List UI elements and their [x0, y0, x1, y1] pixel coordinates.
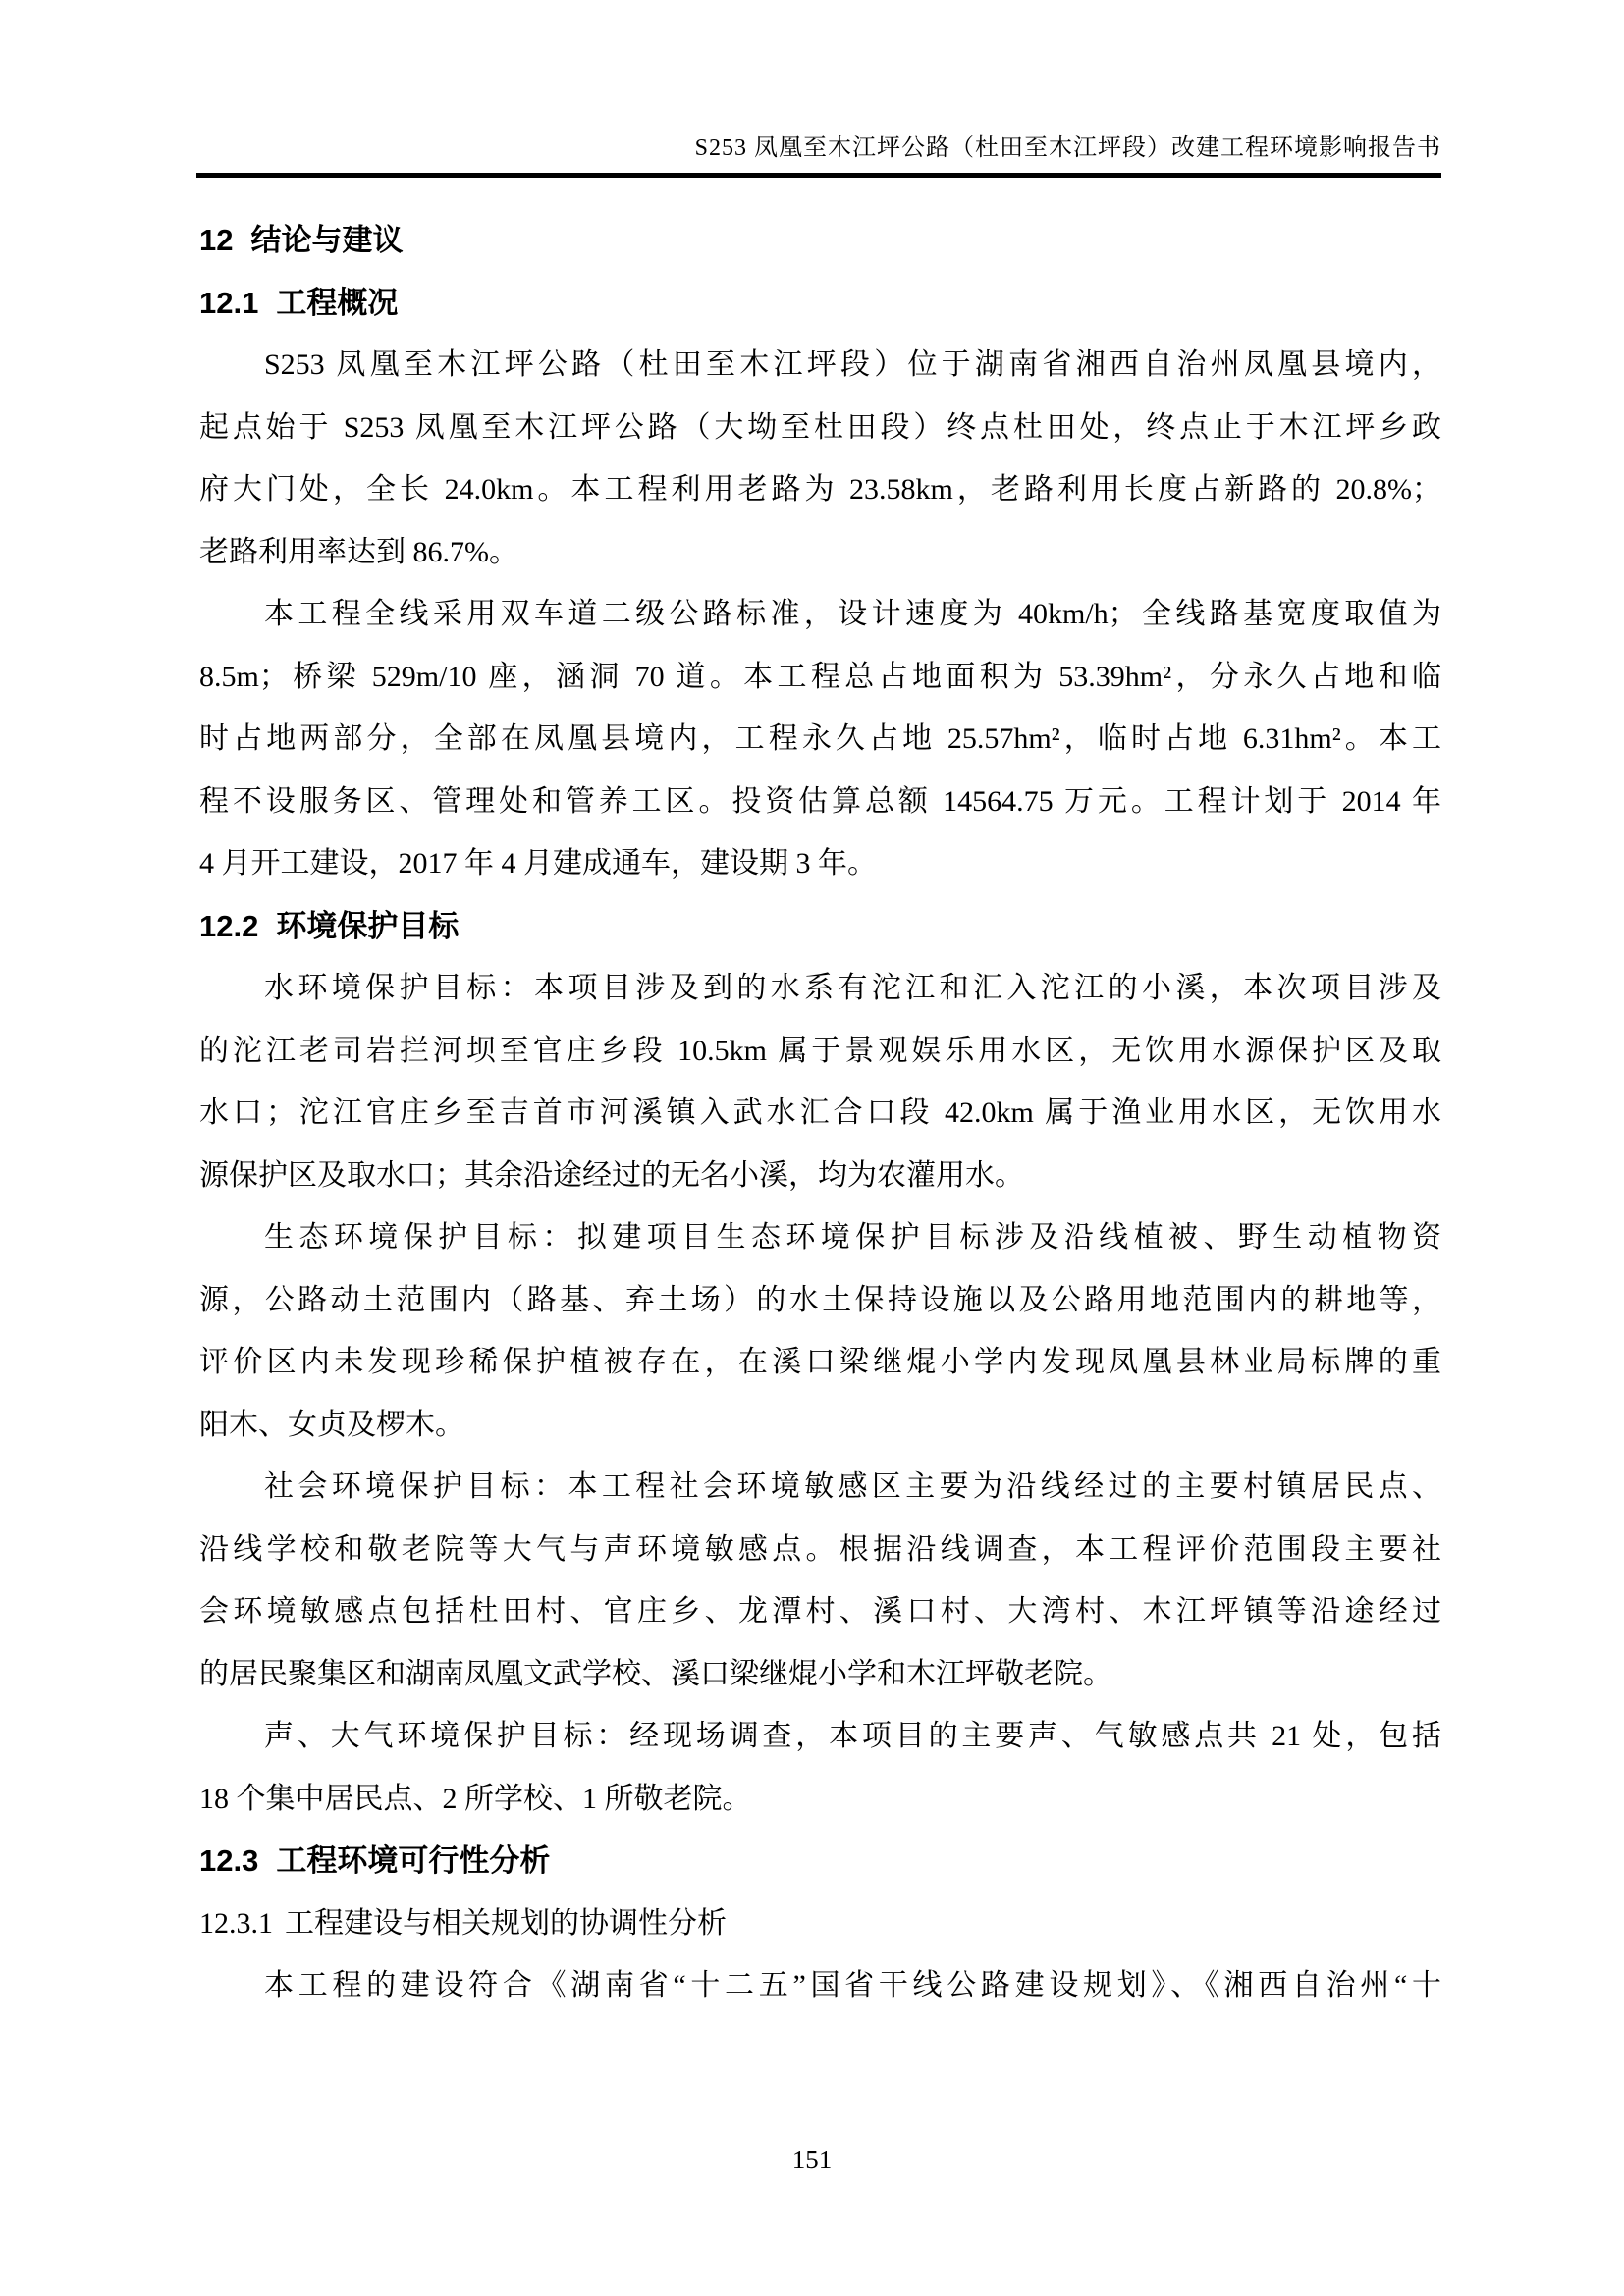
paragraph-line: 源保护区及取水口；其余沿途经过的无名小溪，均为农灌用水。 [199, 1158, 1024, 1192]
paragraph-line: 会环境敏感点包括杜田村、官庄乡、龙潭村、溪口村、大湾村、木江坪镇等沿途经过 [199, 1595, 1441, 1628]
section-title: 结论与建议 [250, 223, 404, 257]
page-number: 151 [791, 2145, 833, 2174]
paragraph-line: 4 月开工建设，2017 年 4 月建成通车，建设期 3 年。 [199, 847, 877, 880]
section-number: 12.2 [199, 908, 259, 943]
paragraph-line: 的沱江老司岩拦河坝至官庄乡段 10.5km 属于景观娱乐用水区，无饮用水源保护区及取 [199, 1034, 1441, 1067]
paragraph-line: 水环境保护目标：本项目涉及到的水系有沱江和汇入沱江的小溪，本次项目涉及 [264, 972, 1441, 1004]
section-title: 工程概况 [276, 285, 399, 320]
paragraph-line: 本工程的建设符合《湖南省“十二五”国省干线公路建设规划》、《湘西自治州“十 [264, 1969, 1441, 2002]
section-title: 工程建设与相关规划的协调性分析 [285, 1906, 727, 1940]
paragraph-line: 声、大气环境保护目标：经现场调查，本项目的主要声、气敏感点共 21 处，包括 [264, 1720, 1441, 1752]
paragraph-line: 源，公路动土范围内（路基、弃土场）的水土保持设施以及公路用地范围内的耕地等， [199, 1283, 1441, 1316]
paragraph-line: 水口；沱江官庄乡至吉首市河溪镇入武水汇合口段 42.0km 属于渔业用水区，无饮用水 [199, 1096, 1441, 1129]
paragraph-line: 8.5m；桥梁 529m/10 座，涵洞 70 道。本工程总占地面积为 53.39hm²，分永久占地和临 [199, 660, 1441, 693]
paragraph-line: 时占地两部分，全部在凤凰县境内，工程永久占地 25.57hm²，临时占地 6.31hm²。本工 [199, 722, 1441, 755]
document-body [199, 209, 1441, 2017]
paragraph-line: 社会环境保护目标：本工程社会环境敏感区主要为沿线经过的主要村镇居民点、 [264, 1470, 1441, 1503]
page-footer [0, 2140, 1624, 2179]
paragraph-line: 老路利用率达到 86.7%。 [199, 535, 518, 568]
paragraph-line: 沿线学校和敬老院等大气与声环境敏感点。根据沿线调查，本工程评价范围段主要社 [199, 1532, 1441, 1566]
paragraph-line: 的居民聚集区和湖南凤凰文武学校、溪口梁继焜小学和木江坪敬老院。 [199, 1657, 1112, 1690]
section-heading-12-3-1 [199, 1893, 1441, 1955]
section-number: 12.1 [199, 285, 259, 320]
paragraph-line: 评价区内未发现珍稀保护植被存在，在溪口梁继焜小学内发现凤凰县林业局标牌的重 [199, 1346, 1441, 1378]
section-heading-12 [199, 209, 1441, 272]
section-number: 12 [199, 223, 234, 257]
page-header-title: S253 凤凰至木江坪公路（杜田至木江坪段）改建工程环境影响报告书 [694, 135, 1441, 161]
section-heading-12-1 [199, 272, 1441, 335]
paragraph-line: S253 凤凰至木江坪公路（杜田至木江坪段）位于湖南省湘西自治州凤凰县境内， [264, 348, 1441, 381]
paragraph-line: 生态环境保护目标：拟建项目生态环境保护目标涉及沿线植被、野生动植物资 [264, 1221, 1441, 1254]
section-heading-12-2 [199, 895, 1441, 958]
paragraph-line: 起点始于 S253 凤凰至木江坪公路（大坳至杜田段）终点杜田处，终点止于木江坪乡政 [199, 410, 1441, 444]
section-number: 12.3.1 [199, 1906, 273, 1940]
paragraph-line: 程不设服务区、管理处和管养工区。投资估算总额 14564.75 万元。工程计划于 2014 年 [199, 784, 1441, 818]
paragraph-line: 阳木、女贞及椤木。 [199, 1408, 464, 1441]
section-heading-12-3 [199, 1830, 1441, 1893]
section-title: 工程环境可行性分析 [276, 1843, 551, 1878]
paragraph-line: 18 个集中居民点、2 所学校、1 所敬老院。 [199, 1782, 752, 1815]
section-number: 12.3 [199, 1843, 259, 1878]
paragraph-line: 本工程全线采用双车道二级公路标准，设计速度为 40km/h；全线路基宽度取值为 [264, 598, 1441, 630]
section-title: 环境保护目标 [276, 908, 460, 943]
header-divider-rule [196, 173, 1441, 178]
paragraph-line: 府大门处，全长 24.0km。本工程利用老路为 23.58km，老路利用长度占新路的 20.8%； [199, 473, 1441, 506]
